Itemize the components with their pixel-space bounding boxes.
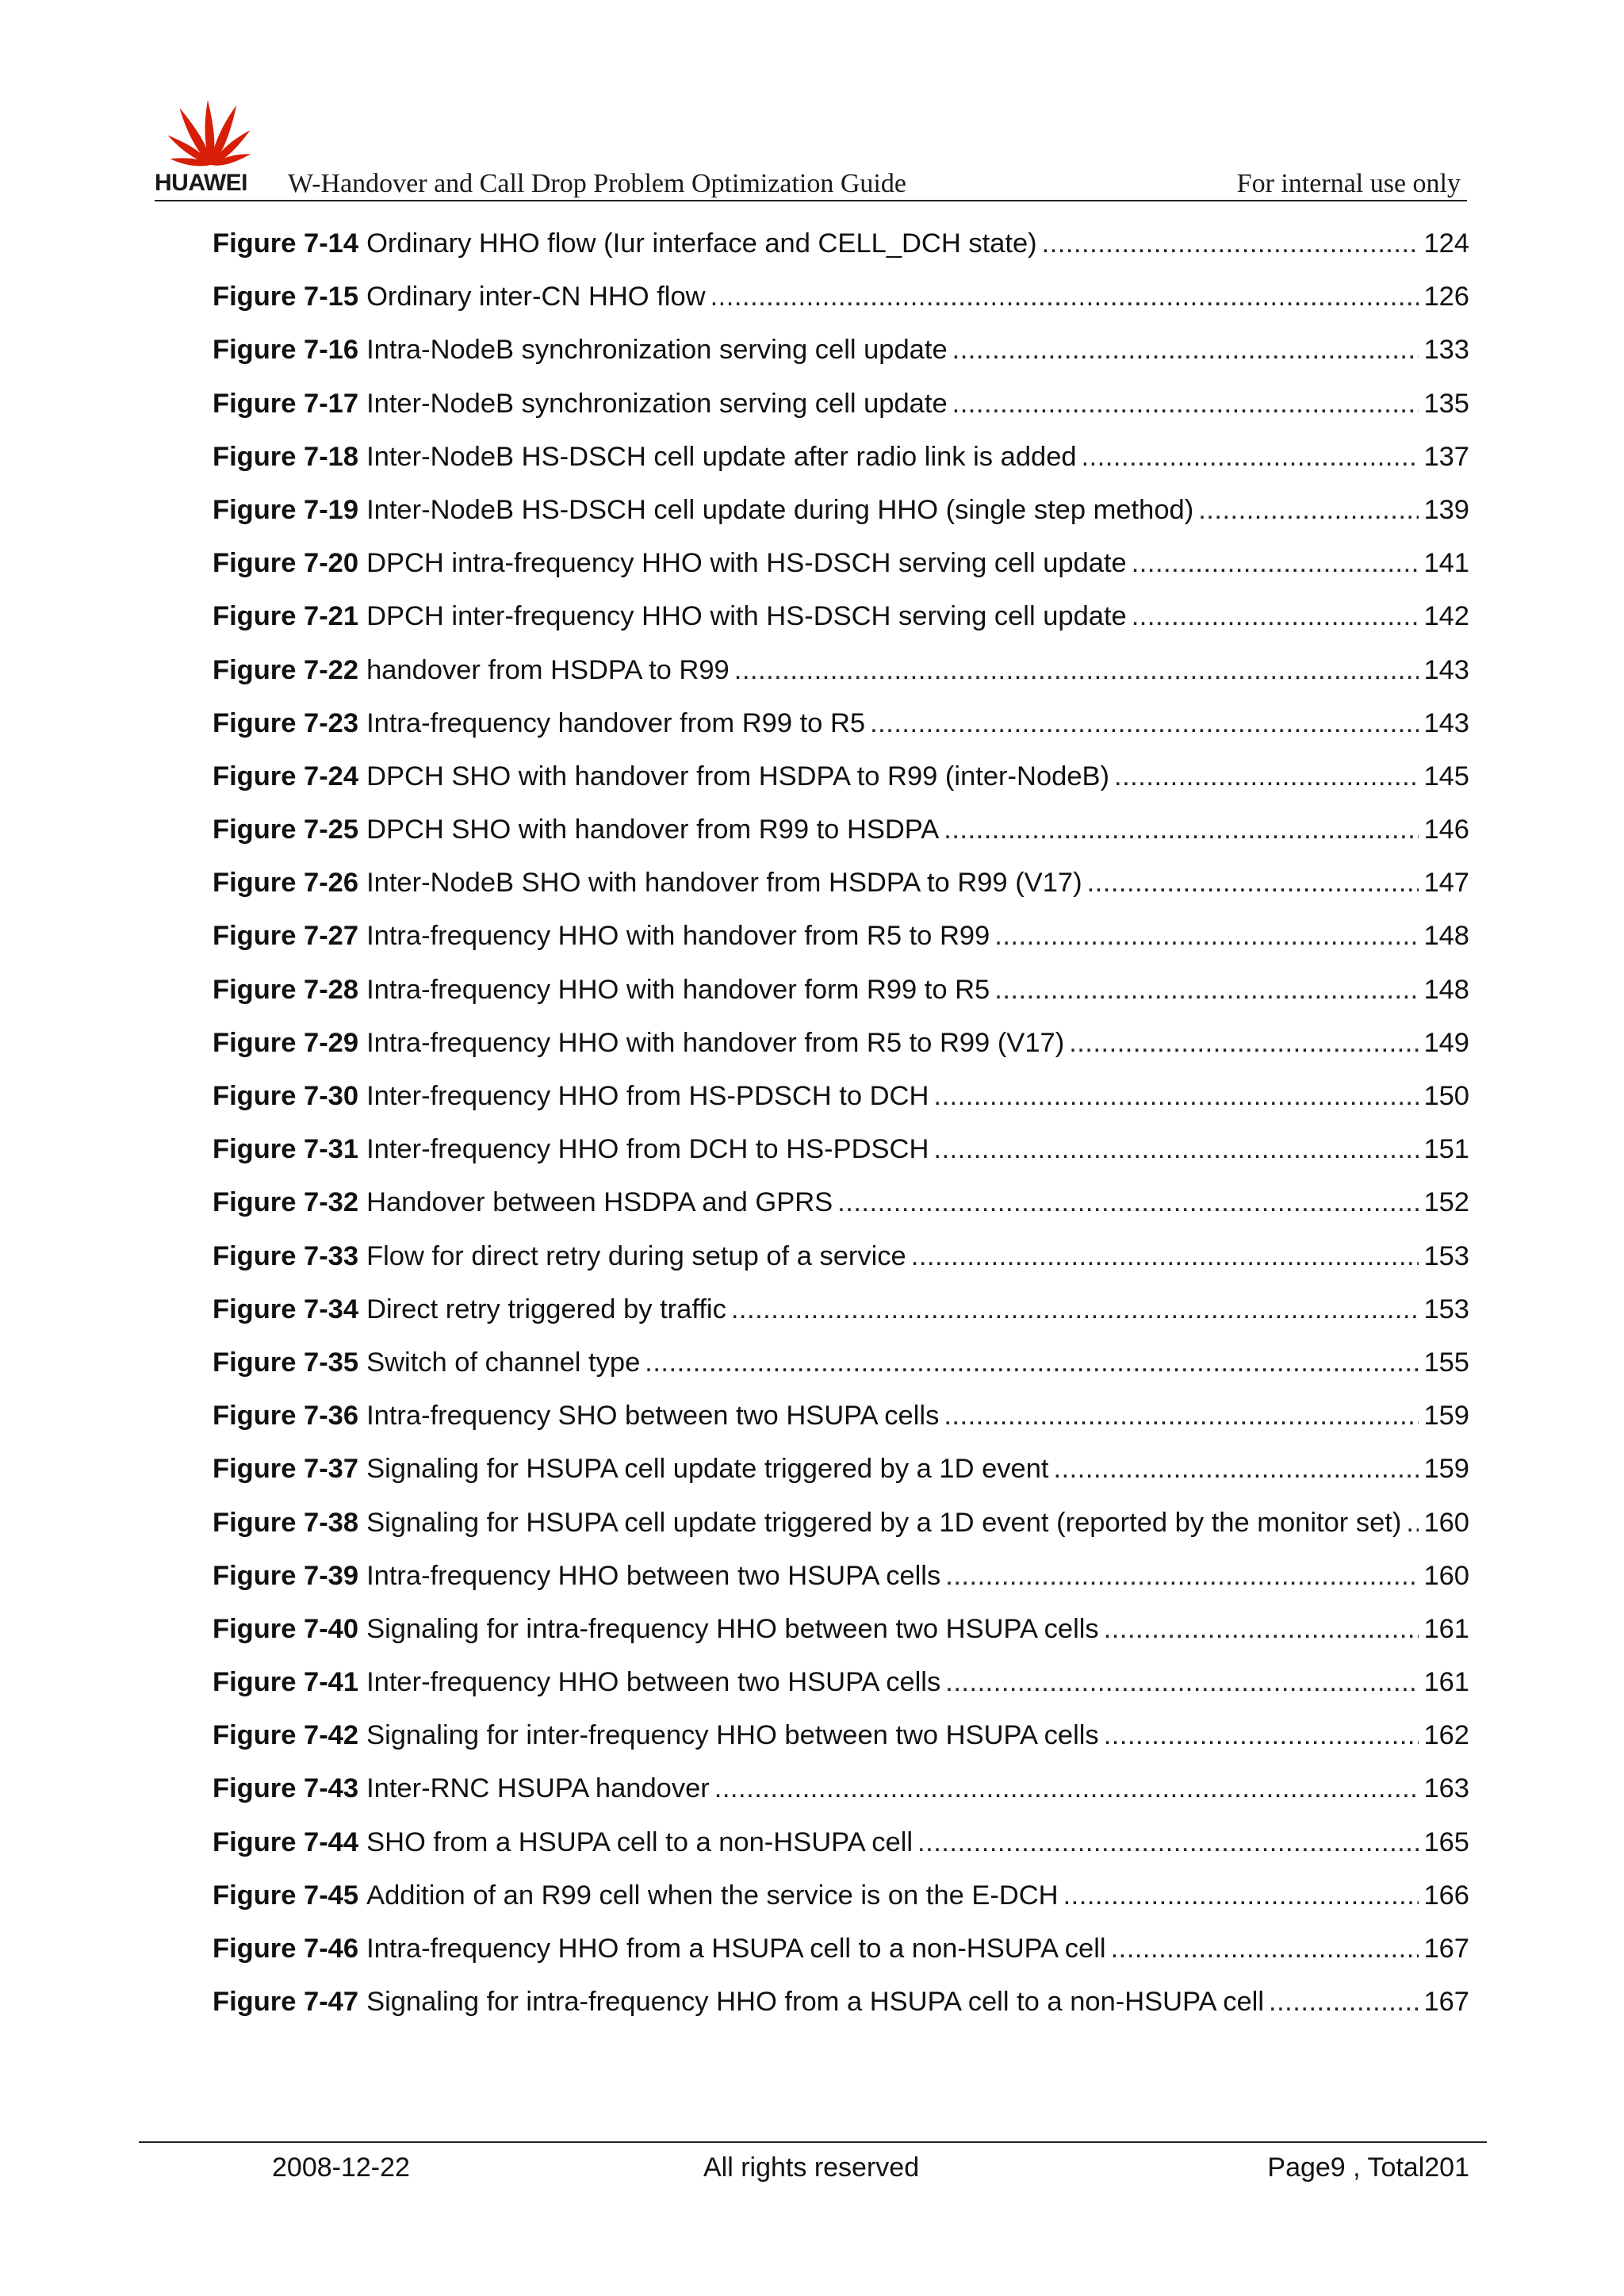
toc-entry-page: 143 [1423,654,1469,685]
toc-entry-title: Intra-frequency handover from R99 to R5 [366,707,866,738]
toc-dot-leader [933,1132,1419,1167]
toc-entry[interactable] [213,972,1469,1025]
toc-entry[interactable] [213,1292,1469,1345]
toc-dot-leader [933,1079,1419,1114]
toc-entry[interactable] [213,439,1469,493]
footer-page-info: Page9 , Total201 [1267,2152,1469,2183]
toc-entry-label: Figure 7-38 [213,1507,359,1538]
toc-entry-title: Switch of channel type [366,1347,641,1378]
toc-entry-page: 167 [1423,1934,1469,1964]
toc-entry[interactable] [213,332,1469,385]
toc-entry-page: 149 [1423,1027,1469,1058]
toc-entry-title: DPCH SHO with handover from HSDPA to R99 (inter-NodeB) [366,761,1110,792]
toc-entry-title: SHO from a HSUPA cell to a non-HSUPA cell [366,1826,914,1857]
toc-entry-title: Inter-RNC HSUPA handover [366,1773,710,1804]
toc-entry-label: Figure 7-17 [213,388,359,419]
toc-entry-label: Figure 7-32 [213,1187,359,1218]
toc-entry-page: 148 [1423,974,1469,1005]
toc-dot-leader [1087,865,1419,900]
toc-entry[interactable] [213,493,1469,546]
toc-entry[interactable] [213,1878,1469,1931]
toc-entry-label: Figure 7-45 [213,1880,359,1911]
toc-entry[interactable] [213,1665,1469,1718]
toc-entry-page: 161 [1423,1667,1469,1698]
toc-entry-title: Addition of an R99 cell when the service is on the E-DCH [366,1880,1059,1911]
toc-entry-title: Inter-NodeB synchronization serving cell update [366,388,948,419]
toc-dot-leader [1132,599,1419,634]
toc-dot-leader [714,1771,1419,1806]
toc-entry[interactable] [213,1451,1469,1504]
toc-dot-leader [1269,1984,1419,2019]
toc-dot-leader [994,918,1419,953]
toc-entry[interactable] [213,1025,1469,1079]
toc-entry-page: 146 [1423,815,1469,845]
toc-entry-page: 160 [1423,1507,1469,1538]
toc-dot-leader [1042,226,1419,261]
toc-entry-title: Signaling for inter-frequency HHO between two HSUPA cells [366,1720,1099,1751]
toc-entry-title: Ordinary HHO flow (Iur interface and CELL_DCH state) [366,228,1037,259]
footer-divider [139,2141,1487,2143]
toc-entry-label: Figure 7-31 [213,1134,359,1165]
toc-entry[interactable] [213,918,1469,972]
toc-entry-page: 141 [1423,548,1469,579]
toc-dot-leader [945,1558,1419,1593]
toc-entry[interactable] [213,1398,1469,1451]
toc-entry[interactable] [213,1345,1469,1398]
toc-entry-title: Intra-NodeB synchronization serving cell update [366,335,948,366]
toc-dot-leader [734,653,1419,688]
toc-dot-leader [1111,1931,1419,1966]
toc-dot-leader [952,332,1419,367]
toc-entry-label: Figure 7-27 [213,921,359,952]
toc-entry-title: DPCH SHO with handover from R99 to HSDPA [366,815,940,845]
toc-dot-leader [1063,1878,1419,1913]
toc-entry-page: 155 [1423,1347,1469,1378]
toc-entry-label: Figure 7-26 [213,868,359,899]
toc-dot-leader [1406,1505,1419,1540]
toc-entry[interactable] [213,865,1469,918]
toc-entry[interactable] [213,1558,1469,1612]
toc-entry-title: Inter-frequency HHO from DCH to HS-PDSCH [366,1134,929,1165]
toc-entry-title: Direct retry triggered by traffic [366,1294,726,1324]
toc-dot-leader [731,1292,1419,1327]
toc-entry[interactable] [213,759,1469,812]
toc-dot-leader [1114,759,1419,794]
toc-dot-leader [1082,439,1419,474]
toc-entry-title: Intra-frequency HHO with handover form R99 to R5 [366,974,990,1005]
toc-dot-leader [710,279,1419,314]
toc-dot-leader [945,1665,1419,1700]
header-divider [155,200,1467,201]
toc-entry-label: Figure 7-36 [213,1401,359,1432]
toc-entry-label: Figure 7-33 [213,1240,359,1271]
toc-entry[interactable] [213,1825,1469,1878]
toc-entry[interactable] [213,1079,1469,1132]
toc-entry[interactable] [213,599,1469,652]
toc-entry-page: 126 [1423,282,1469,312]
toc-entry[interactable] [213,226,1469,279]
toc-entry-label: Figure 7-19 [213,494,359,525]
footer-date: 2008-12-22 [272,2152,410,2183]
page-footer [139,2141,1487,2189]
toc-entry-label: Figure 7-35 [213,1347,359,1378]
toc-entry-page: 160 [1423,1560,1469,1591]
toc-entry-title: Signaling for HSUPA cell update triggered by a 1D event (reported by the monitor set) [366,1507,1402,1538]
toc-dot-leader [1069,1025,1419,1060]
toc-dot-leader [994,972,1419,1007]
toc-entry-label: Figure 7-20 [213,548,359,579]
toc-entry-title: Intra-frequency SHO between two HSUPA cells [366,1401,940,1432]
toc-dot-leader [944,812,1419,847]
toc-entry[interactable] [213,1612,1469,1665]
toc-entry[interactable] [213,279,1469,332]
toc-entry-label: Figure 7-29 [213,1027,359,1058]
toc-entry-page: 161 [1423,1613,1469,1644]
toc-entry-title: Intra-frequency HHO between two HSUPA cells [366,1560,941,1591]
toc-entry-title: Flow for direct retry during setup of a service [366,1240,906,1271]
toc-entry-label: Figure 7-16 [213,335,359,366]
toc-entry-title: Handover between HSDPA and GPRS [366,1187,833,1218]
toc-dot-leader [1132,546,1419,581]
toc-entry-title: DPCH inter-frequency HHO with HS-DSCH serving cell update [366,601,1127,632]
toc-entry-title: DPCH intra-frequency HHO with HS-DSCH serving cell update [366,548,1127,579]
toc-entry-label: Figure 7-14 [213,228,359,259]
document-title: W-Handover and Call Drop Problem Optimization Guide [288,169,906,198]
table-of-figures [213,226,1469,2037]
toc-entry-page: 147 [1423,868,1469,899]
toc-entry[interactable] [213,653,1469,706]
toc-entry-page: 135 [1423,388,1469,419]
toc-entry-title: Inter-NodeB HS-DSCH cell update during HHO (single step method) [366,494,1194,525]
toc-entry-label: Figure 7-41 [213,1667,359,1698]
toc-entry-title: Signaling for HSUPA cell update triggered by a 1D event [366,1454,1049,1485]
toc-entry-page: 139 [1423,494,1469,525]
toc-entry-page: 133 [1423,335,1469,366]
toc-entry-page: 153 [1423,1294,1469,1324]
toc-dot-leader [870,706,1419,741]
toc-entry[interactable] [213,1185,1469,1238]
toc-entry-title: Signaling for intra-frequency HHO between two HSUPA cells [366,1613,1099,1644]
page-header [155,87,1467,206]
toc-entry-label: Figure 7-24 [213,761,359,792]
toc-entry-page: 165 [1423,1826,1469,1857]
toc-entry-title: Inter-NodeB SHO with handover from HSDPA to R99 (V17) [366,868,1082,899]
toc-entry-page: 143 [1423,707,1469,738]
toc-entry-page: 150 [1423,1081,1469,1111]
toc-dot-leader [1104,1612,1419,1646]
toc-entry-label: Figure 7-18 [213,441,359,472]
toc-entry-page: 159 [1423,1454,1469,1485]
toc-entry-page: 153 [1423,1240,1469,1271]
toc-dot-leader [952,386,1419,421]
footer-rights: All rights reserved [703,2152,920,2183]
toc-entry[interactable] [213,1931,1469,1984]
toc-entry[interactable] [213,546,1469,599]
toc-entry-title: Intra-frequency HHO with handover from R5 to R99 (V17) [366,1027,1065,1058]
toc-entry-label: Figure 7-37 [213,1454,359,1485]
toc-entry-title: Intra-frequency HHO from a HSUPA cell to a non-HSUPA cell [366,1934,1106,1964]
toc-entry-label: Figure 7-43 [213,1773,359,1804]
toc-entry-label: Figure 7-46 [213,1934,359,1964]
toc-entry[interactable] [213,1984,1469,2037]
toc-entry-page: 167 [1423,1987,1469,2018]
toc-entry[interactable] [213,1132,1469,1185]
toc-entry-label: Figure 7-15 [213,282,359,312]
toc-dot-leader [911,1239,1419,1274]
toc-dot-leader [1104,1718,1419,1753]
classification-label: For internal use only [1236,169,1461,198]
toc-dot-leader [1054,1451,1419,1486]
toc-entry-page: 152 [1423,1187,1469,1218]
toc-entry-label: Figure 7-47 [213,1987,359,2018]
toc-dot-leader [1198,493,1419,527]
toc-entry-title: Inter-frequency HHO between two HSUPA cells [366,1667,941,1698]
toc-entry-label: Figure 7-23 [213,707,359,738]
toc-dot-leader [645,1345,1419,1380]
toc-entry-page: 163 [1423,1773,1469,1804]
toc-entry-label: Figure 7-40 [213,1613,359,1644]
toc-entry-page: 166 [1423,1880,1469,1911]
toc-entry-label: Figure 7-34 [213,1294,359,1324]
toc-entry-page: 159 [1423,1401,1469,1432]
logo-wordmark: HUAWEI [155,170,247,196]
toc-entry-title: Ordinary inter-CN HHO flow [366,282,706,312]
huawei-logo-icon [159,94,262,170]
toc-entry-page: 124 [1423,228,1469,259]
toc-entry[interactable] [213,812,1469,865]
toc-entry[interactable] [213,1718,1469,1771]
toc-entry-page: 151 [1423,1134,1469,1165]
toc-entry[interactable] [213,1505,1469,1558]
toc-entry[interactable] [213,386,1469,439]
toc-dot-leader [837,1185,1419,1220]
toc-entry-label: Figure 7-21 [213,601,359,632]
toc-entry-page: 148 [1423,921,1469,952]
toc-entry-label: Figure 7-39 [213,1560,359,1591]
toc-entry[interactable] [213,1771,1469,1824]
toc-entry-label: Figure 7-30 [213,1081,359,1111]
toc-entry-title: Inter-frequency HHO from HS-PDSCH to DCH [366,1081,929,1111]
toc-entry-page: 162 [1423,1720,1469,1751]
toc-entry-title: Intra-frequency HHO with handover from R5 to R99 [366,921,990,952]
toc-dot-leader [944,1398,1419,1433]
toc-entry[interactable] [213,1239,1469,1292]
toc-entry-page: 145 [1423,761,1469,792]
toc-entry-label: Figure 7-44 [213,1826,359,1857]
toc-dot-leader [917,1825,1419,1860]
toc-entry-label: Figure 7-28 [213,974,359,1005]
toc-entry-label: Figure 7-42 [213,1720,359,1751]
toc-entry-title: Signaling for intra-frequency HHO from a HSUPA cell to a non-HSUPA cell [366,1987,1265,2018]
toc-entry-title: handover from HSDPA to R99 [366,654,730,685]
toc-entry-label: Figure 7-22 [213,654,359,685]
toc-entry-page: 142 [1423,601,1469,632]
toc-entry[interactable] [213,706,1469,759]
toc-entry-page: 137 [1423,441,1469,472]
toc-entry-label: Figure 7-25 [213,815,359,845]
toc-entry-title: Inter-NodeB HS-DSCH cell update after radio link is added [366,441,1077,472]
